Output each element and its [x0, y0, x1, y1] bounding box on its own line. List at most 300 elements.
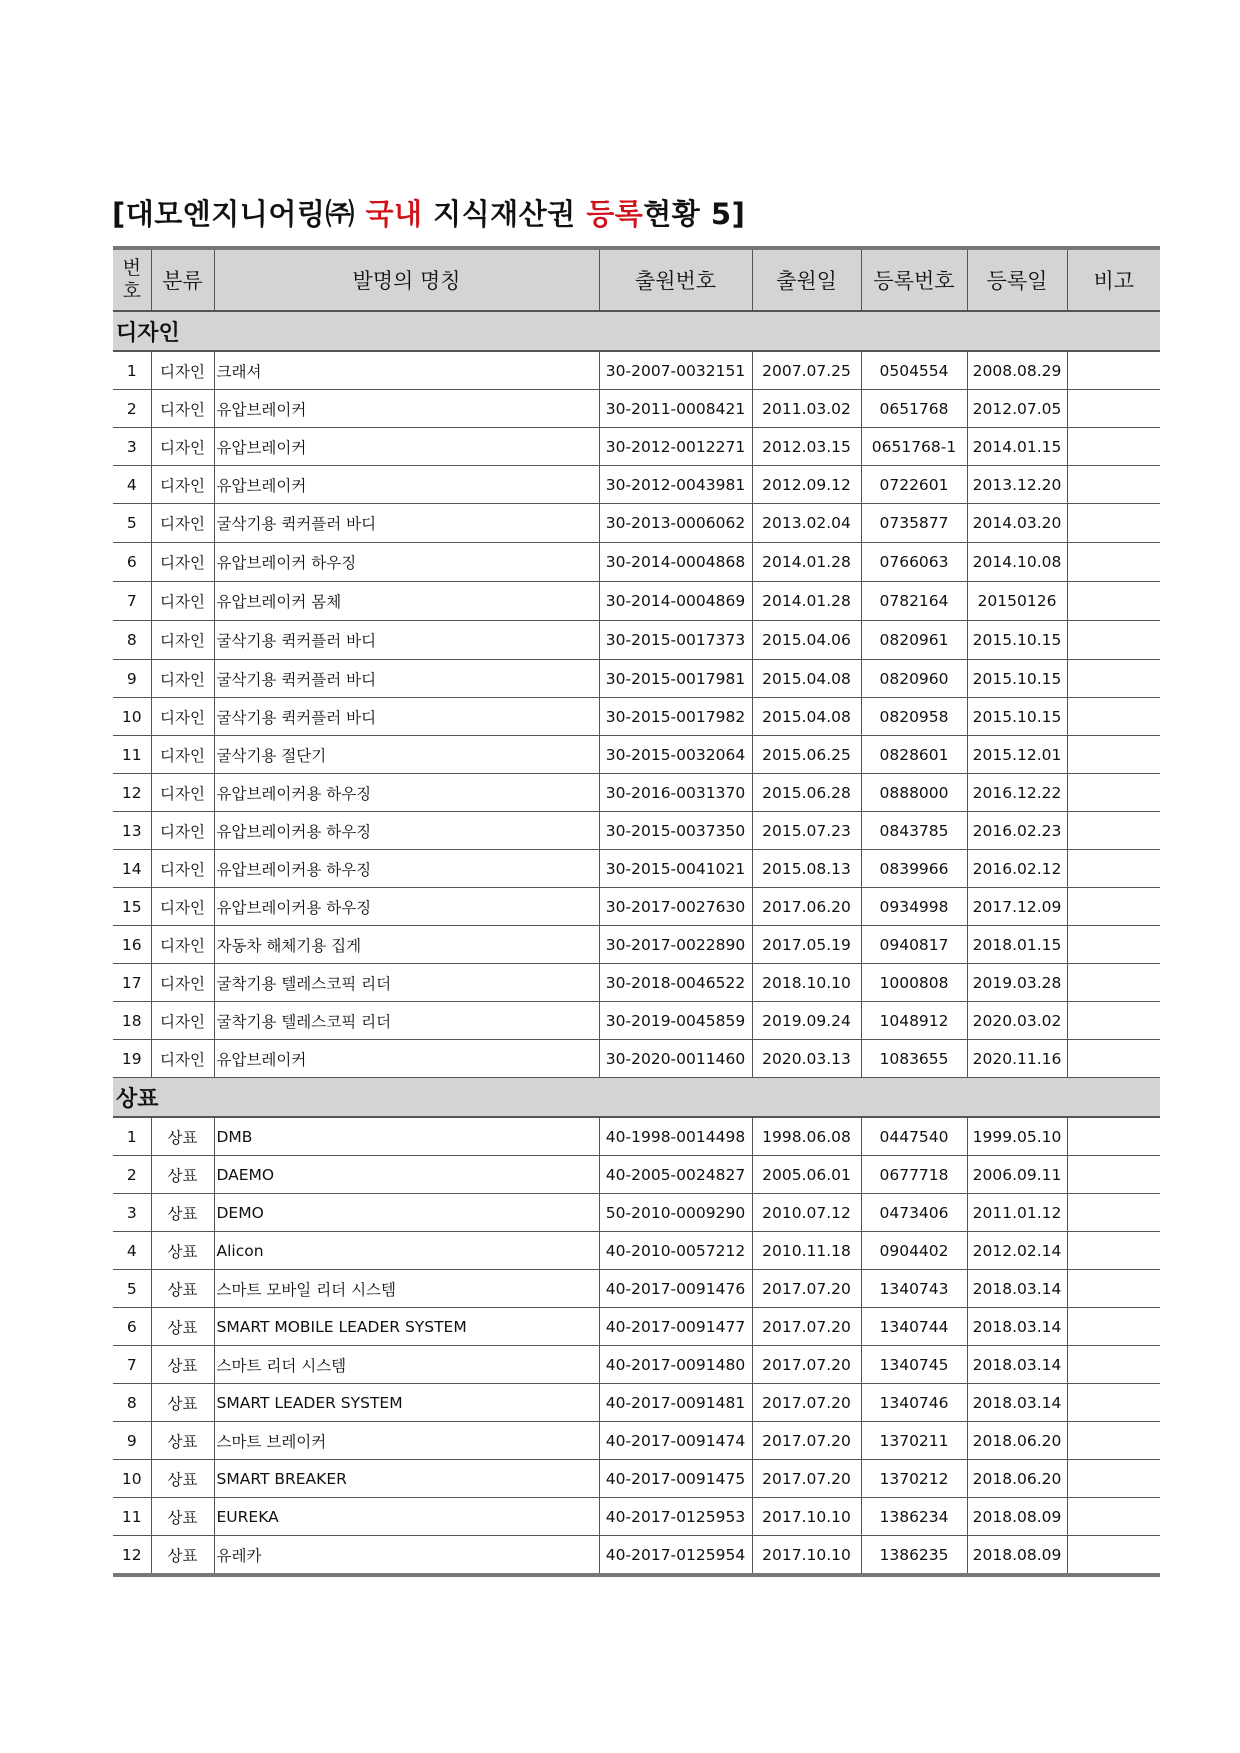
cell-application-number: 40-2017-0091480 — [599, 1346, 752, 1384]
cell-name: 크래셔 — [214, 351, 599, 390]
cell-number: 3 — [113, 428, 151, 466]
cell-note — [1067, 1536, 1160, 1576]
cell-application-date: 2015.07.23 — [752, 812, 861, 850]
cell-category: 상표 — [151, 1346, 214, 1384]
cell-number: 4 — [113, 1232, 151, 1270]
cell-note — [1067, 1308, 1160, 1346]
cell-category: 디자인 — [151, 351, 214, 390]
cell-application-number: 30-2007-0032151 — [599, 351, 752, 390]
cell-application-date: 2015.06.28 — [752, 774, 861, 812]
cell-number: 10 — [113, 698, 151, 736]
cell-application-number: 30-2017-0022890 — [599, 926, 752, 964]
table-row — [113, 926, 1160, 964]
cell-name: 유압브레이커 — [214, 466, 599, 504]
cell-registration-number: 0888000 — [861, 774, 967, 812]
cell-registration-number: 1370211 — [861, 1422, 967, 1460]
cell-number: 2 — [113, 390, 151, 428]
cell-registration-number: 0820960 — [861, 660, 967, 698]
cell-name: 유압브레이커 — [214, 390, 599, 428]
cell-application-date: 2007.07.25 — [752, 351, 861, 390]
cell-category: 디자인 — [151, 850, 214, 888]
cell-registration-date: 2017.12.09 — [967, 888, 1067, 926]
cell-registration-date: 2013.12.20 — [967, 466, 1067, 504]
cell-registration-date: 2018.08.09 — [967, 1498, 1067, 1536]
cell-registration-date: 2020.11.16 — [967, 1040, 1067, 1078]
table-row — [113, 1346, 1160, 1384]
cell-category: 디자인 — [151, 1002, 214, 1040]
cell-application-date: 2014.01.28 — [752, 543, 861, 582]
cell-number: 8 — [113, 1384, 151, 1422]
cell-registration-date: 2015.12.01 — [967, 736, 1067, 774]
table-row — [113, 660, 1160, 698]
cell-application-date: 2017.05.19 — [752, 926, 861, 964]
cell-number: 1 — [113, 351, 151, 390]
cell-application-date: 2005.06.01 — [752, 1156, 861, 1194]
cell-category: 상표 — [151, 1270, 214, 1308]
cell-category: 상표 — [151, 1117, 214, 1156]
cell-category: 상표 — [151, 1422, 214, 1460]
cell-application-date: 2013.02.04 — [752, 504, 861, 543]
cell-category: 상표 — [151, 1460, 214, 1498]
cell-application-date: 2014.01.28 — [752, 582, 861, 621]
cell-name: 굴삭기용 퀵커플러 바디 — [214, 698, 599, 736]
cell-name: SMART BREAKER — [214, 1460, 599, 1498]
cell-name: 스마트 브레이커 — [214, 1422, 599, 1460]
cell-registration-date: 2015.10.15 — [967, 698, 1067, 736]
cell-registration-number: 1340746 — [861, 1384, 967, 1422]
cell-registration-number: 0722601 — [861, 466, 967, 504]
header-number-label: 번호 — [122, 257, 141, 302]
cell-category: 디자인 — [151, 543, 214, 582]
cell-note — [1067, 428, 1160, 466]
cell-number: 7 — [113, 582, 151, 621]
cell-category: 디자인 — [151, 660, 214, 698]
cell-name: 굴착기용 텔레스코픽 리더 — [214, 964, 599, 1002]
cell-number: 5 — [113, 1270, 151, 1308]
cell-registration-number: 0843785 — [861, 812, 967, 850]
title-prefix: [대모엔지니어링㈜ — [112, 197, 366, 231]
table-row — [113, 390, 1160, 428]
table-row — [113, 428, 1160, 466]
page-title — [112, 192, 745, 233]
cell-note — [1067, 812, 1160, 850]
table-row — [113, 1498, 1160, 1536]
cell-category: 디자인 — [151, 964, 214, 1002]
cell-number: 6 — [113, 543, 151, 582]
cell-application-date: 2017.07.20 — [752, 1422, 861, 1460]
cell-name: DAEMO — [214, 1156, 599, 1194]
cell-category: 디자인 — [151, 390, 214, 428]
table-row — [113, 1002, 1160, 1040]
cell-application-date: 2017.10.10 — [752, 1498, 861, 1536]
cell-registration-date: 2019.03.28 — [967, 964, 1067, 1002]
cell-number: 14 — [113, 850, 151, 888]
header-registration-date: 등록일 — [967, 248, 1067, 311]
cell-application-number: 30-2015-0041021 — [599, 850, 752, 888]
cell-name: SMART LEADER SYSTEM — [214, 1384, 599, 1422]
cell-registration-number: 0839966 — [861, 850, 967, 888]
cell-registration-date: 2014.01.15 — [967, 428, 1067, 466]
cell-category: 디자인 — [151, 926, 214, 964]
cell-application-number: 40-2005-0024827 — [599, 1156, 752, 1194]
cell-application-number: 40-2017-0125953 — [599, 1498, 752, 1536]
cell-registration-date: 2014.10.08 — [967, 543, 1067, 582]
cell-category: 디자인 — [151, 812, 214, 850]
cell-note — [1067, 351, 1160, 390]
cell-registration-number: 0504554 — [861, 351, 967, 390]
cell-registration-date: 2018.08.09 — [967, 1536, 1067, 1576]
cell-registration-number: 1083655 — [861, 1040, 967, 1078]
cell-registration-date: 2006.09.11 — [967, 1156, 1067, 1194]
header-name: 발명의 명칭 — [214, 248, 599, 311]
cell-number: 6 — [113, 1308, 151, 1346]
cell-category: 디자인 — [151, 621, 214, 660]
cell-application-date: 2019.09.24 — [752, 1002, 861, 1040]
cell-application-number: 40-2017-0091477 — [599, 1308, 752, 1346]
cell-application-date: 2015.04.08 — [752, 660, 861, 698]
table-row — [113, 1194, 1160, 1232]
cell-registration-date: 2018.01.15 — [967, 926, 1067, 964]
cell-registration-date: 2018.06.20 — [967, 1460, 1067, 1498]
cell-application-number: 40-2017-0091474 — [599, 1422, 752, 1460]
cell-application-date: 1998.06.08 — [752, 1117, 861, 1156]
table-row — [113, 850, 1160, 888]
section-header-row — [113, 311, 1160, 351]
cell-category: 디자인 — [151, 582, 214, 621]
cell-category: 디자인 — [151, 428, 214, 466]
cell-registration-date: 2008.08.29 — [967, 351, 1067, 390]
table-row — [113, 582, 1160, 621]
cell-registration-date: 2015.10.15 — [967, 621, 1067, 660]
cell-number: 7 — [113, 1346, 151, 1384]
cell-registration-date: 2012.07.05 — [967, 390, 1067, 428]
cell-number: 17 — [113, 964, 151, 1002]
cell-name: SMART MOBILE LEADER SYSTEM — [214, 1308, 599, 1346]
section-label: 상표 — [113, 1078, 1160, 1118]
cell-number: 10 — [113, 1460, 151, 1498]
cell-name: 유압브레이커용 하우징 — [214, 774, 599, 812]
cell-application-number: 30-2011-0008421 — [599, 390, 752, 428]
cell-application-number: 40-1998-0014498 — [599, 1117, 752, 1156]
cell-registration-date: 2015.10.15 — [967, 660, 1067, 698]
cell-application-date: 2010.07.12 — [752, 1194, 861, 1232]
cell-note — [1067, 1002, 1160, 1040]
cell-registration-number: 0473406 — [861, 1194, 967, 1232]
cell-application-date: 2012.09.12 — [752, 466, 861, 504]
cell-registration-date: 2016.02.23 — [967, 812, 1067, 850]
table-row — [113, 1232, 1160, 1270]
cell-name: 유압브레이커용 하우징 — [214, 850, 599, 888]
cell-number: 1 — [113, 1117, 151, 1156]
cell-category: 디자인 — [151, 774, 214, 812]
cell-name: 스마트 리더 시스템 — [214, 1346, 599, 1384]
cell-registration-date: 2012.02.14 — [967, 1232, 1067, 1270]
cell-registration-date: 2018.06.20 — [967, 1422, 1067, 1460]
cell-registration-number: 0651768-1 — [861, 428, 967, 466]
table-row — [113, 1270, 1160, 1308]
cell-category: 상표 — [151, 1498, 214, 1536]
cell-number: 18 — [113, 1002, 151, 1040]
cell-name: 굴삭기용 절단기 — [214, 736, 599, 774]
table-row — [113, 351, 1160, 390]
cell-number: 11 — [113, 1498, 151, 1536]
cell-registration-number: 1386235 — [861, 1536, 967, 1576]
table-header-row — [113, 248, 1160, 311]
cell-category: 상표 — [151, 1194, 214, 1232]
cell-name: 유압브레이커 — [214, 428, 599, 466]
cell-application-date: 2015.04.06 — [752, 621, 861, 660]
table-row — [113, 1460, 1160, 1498]
cell-application-date: 2015.04.08 — [752, 698, 861, 736]
cell-category: 디자인 — [151, 736, 214, 774]
cell-note — [1067, 888, 1160, 926]
cell-registration-date: 2014.03.20 — [967, 504, 1067, 543]
cell-category: 디자인 — [151, 466, 214, 504]
cell-number: 15 — [113, 888, 151, 926]
table-row — [113, 736, 1160, 774]
cell-registration-number: 0677718 — [861, 1156, 967, 1194]
table-row — [113, 1040, 1160, 1078]
cell-number: 9 — [113, 1422, 151, 1460]
cell-category: 디자인 — [151, 888, 214, 926]
cell-registration-date: 20150126 — [967, 582, 1067, 621]
table-row — [113, 621, 1160, 660]
cell-name: 유압브레이커 몸체 — [214, 582, 599, 621]
cell-note — [1067, 1040, 1160, 1078]
cell-note — [1067, 1156, 1160, 1194]
section-label: 디자인 — [113, 311, 1160, 351]
cell-application-number: 40-2010-0057212 — [599, 1232, 752, 1270]
header-registration-number: 등록번호 — [861, 248, 967, 311]
cell-name: 유압브레이커 — [214, 1040, 599, 1078]
cell-application-date: 2017.07.20 — [752, 1346, 861, 1384]
cell-category: 상표 — [151, 1308, 214, 1346]
cell-registration-number: 0735877 — [861, 504, 967, 543]
header-category: 분류 — [151, 248, 214, 311]
cell-registration-number: 0820958 — [861, 698, 967, 736]
cell-application-number: 30-2015-0037350 — [599, 812, 752, 850]
cell-note — [1067, 466, 1160, 504]
cell-application-number: 30-2012-0043981 — [599, 466, 752, 504]
table-row — [113, 774, 1160, 812]
cell-note — [1067, 964, 1160, 1002]
cell-note — [1067, 504, 1160, 543]
cell-registration-number: 1340744 — [861, 1308, 967, 1346]
table-row — [113, 1422, 1160, 1460]
cell-application-number: 30-2015-0017982 — [599, 698, 752, 736]
cell-number: 4 — [113, 466, 151, 504]
cell-note — [1067, 774, 1160, 812]
cell-registration-number: 0940817 — [861, 926, 967, 964]
cell-registration-date: 2018.03.14 — [967, 1346, 1067, 1384]
cell-name: 유압브레이커용 하우징 — [214, 812, 599, 850]
cell-number: 2 — [113, 1156, 151, 1194]
cell-note — [1067, 1117, 1160, 1156]
cell-application-date: 2017.07.20 — [752, 1270, 861, 1308]
cell-application-date: 2015.06.25 — [752, 736, 861, 774]
cell-note — [1067, 543, 1160, 582]
cell-number: 11 — [113, 736, 151, 774]
cell-registration-date: 2018.03.14 — [967, 1270, 1067, 1308]
cell-application-date: 2012.03.15 — [752, 428, 861, 466]
cell-application-number: 30-2015-0017981 — [599, 660, 752, 698]
title-middle: 지식재산권 — [422, 197, 587, 231]
header-application-date: 출원일 — [752, 248, 861, 311]
header-number — [113, 248, 151, 311]
cell-name: 굴삭기용 퀵커플러 바디 — [214, 504, 599, 543]
cell-application-date: 2020.03.13 — [752, 1040, 861, 1078]
cell-note — [1067, 1498, 1160, 1536]
cell-number: 19 — [113, 1040, 151, 1078]
cell-note — [1067, 621, 1160, 660]
cell-name: 굴삭기용 퀵커플러 바디 — [214, 660, 599, 698]
cell-registration-number: 0766063 — [861, 543, 967, 582]
cell-application-number: 30-2014-0004868 — [599, 543, 752, 582]
table-row — [113, 504, 1160, 543]
cell-registration-number: 1048912 — [861, 1002, 967, 1040]
cell-registration-number: 0651768 — [861, 390, 967, 428]
cell-application-date: 2010.11.18 — [752, 1232, 861, 1270]
cell-application-date: 2017.07.20 — [752, 1384, 861, 1422]
cell-application-number: 50-2010-0009290 — [599, 1194, 752, 1232]
cell-category: 상표 — [151, 1384, 214, 1422]
cell-note — [1067, 1422, 1160, 1460]
cell-registration-date: 2020.03.02 — [967, 1002, 1067, 1040]
cell-registration-number: 1370212 — [861, 1460, 967, 1498]
cell-category: 상표 — [151, 1156, 214, 1194]
ip-registration-table — [113, 246, 1160, 1577]
cell-application-date: 2017.06.20 — [752, 888, 861, 926]
cell-registration-date: 2018.03.14 — [967, 1308, 1067, 1346]
cell-category: 디자인 — [151, 698, 214, 736]
table-row — [113, 812, 1160, 850]
table-row — [113, 1117, 1160, 1156]
cell-note — [1067, 736, 1160, 774]
cell-application-date: 2015.08.13 — [752, 850, 861, 888]
cell-note — [1067, 1384, 1160, 1422]
cell-application-number: 30-2015-0032064 — [599, 736, 752, 774]
cell-name: 유압브레이커 하우징 — [214, 543, 599, 582]
cell-application-number: 30-2016-0031370 — [599, 774, 752, 812]
header-note: 비고 — [1067, 248, 1160, 311]
table-row — [113, 1536, 1160, 1576]
cell-application-number: 30-2012-0012271 — [599, 428, 752, 466]
cell-registration-number: 0447540 — [861, 1117, 967, 1156]
cell-name: DMB — [214, 1117, 599, 1156]
cell-note — [1067, 1232, 1160, 1270]
cell-application-number: 40-2017-0125954 — [599, 1536, 752, 1576]
cell-application-number: 40-2017-0091476 — [599, 1270, 752, 1308]
cell-registration-number: 0820961 — [861, 621, 967, 660]
title-registration: 등록 — [586, 197, 644, 231]
cell-category: 디자인 — [151, 1040, 214, 1078]
cell-note — [1067, 1346, 1160, 1384]
table-row — [113, 1384, 1160, 1422]
cell-note — [1067, 926, 1160, 964]
table-row — [113, 1308, 1160, 1346]
cell-application-number: 30-2014-0004869 — [599, 582, 752, 621]
cell-registration-number: 1340743 — [861, 1270, 967, 1308]
cell-note — [1067, 390, 1160, 428]
cell-application-number: 30-2013-0006062 — [599, 504, 752, 543]
cell-name: 스마트 모바일 리더 시스템 — [214, 1270, 599, 1308]
table-row — [113, 698, 1160, 736]
table-row — [113, 466, 1160, 504]
cell-application-number: 30-2018-0046522 — [599, 964, 752, 1002]
table-row — [113, 1156, 1160, 1194]
cell-application-number: 30-2019-0045859 — [599, 1002, 752, 1040]
cell-name: 굴착기용 텔레스코픽 리더 — [214, 1002, 599, 1040]
cell-number: 5 — [113, 504, 151, 543]
cell-application-number: 30-2020-0011460 — [599, 1040, 752, 1078]
cell-category: 상표 — [151, 1536, 214, 1576]
cell-registration-date: 2011.01.12 — [967, 1194, 1067, 1232]
cell-registration-number: 0904402 — [861, 1232, 967, 1270]
cell-name: Alicon — [214, 1232, 599, 1270]
cell-application-date: 2018.10.10 — [752, 964, 861, 1002]
header-application-number: 출원번호 — [599, 248, 752, 311]
section-header-row — [113, 1078, 1160, 1118]
cell-registration-number: 1386234 — [861, 1498, 967, 1536]
cell-registration-number: 0934998 — [861, 888, 967, 926]
cell-number: 12 — [113, 1536, 151, 1576]
cell-note — [1067, 698, 1160, 736]
cell-number: 13 — [113, 812, 151, 850]
cell-registration-date: 1999.05.10 — [967, 1117, 1067, 1156]
cell-application-number: 40-2017-0091475 — [599, 1460, 752, 1498]
cell-application-number: 40-2017-0091481 — [599, 1384, 752, 1422]
cell-registration-number: 1000808 — [861, 964, 967, 1002]
table-row — [113, 543, 1160, 582]
cell-registration-number: 0782164 — [861, 582, 967, 621]
cell-application-date: 2017.07.20 — [752, 1460, 861, 1498]
cell-number: 16 — [113, 926, 151, 964]
cell-number: 12 — [113, 774, 151, 812]
cell-note — [1067, 1460, 1160, 1498]
cell-name: DEMO — [214, 1194, 599, 1232]
cell-category: 상표 — [151, 1232, 214, 1270]
cell-registration-number: 1340745 — [861, 1346, 967, 1384]
cell-application-number: 30-2015-0017373 — [599, 621, 752, 660]
table-body — [113, 311, 1160, 1575]
cell-application-date: 2017.07.20 — [752, 1308, 861, 1346]
cell-application-number: 30-2017-0027630 — [599, 888, 752, 926]
cell-name: EUREKA — [214, 1498, 599, 1536]
cell-name: 굴삭기용 퀵커플러 바디 — [214, 621, 599, 660]
cell-application-date: 2017.10.10 — [752, 1536, 861, 1576]
cell-application-date: 2011.03.02 — [752, 390, 861, 428]
cell-name: 유레카 — [214, 1536, 599, 1576]
cell-name: 유압브레이커용 하우징 — [214, 888, 599, 926]
cell-registration-date: 2016.12.22 — [967, 774, 1067, 812]
cell-name: 자동차 해체기용 집게 — [214, 926, 599, 964]
cell-registration-date: 2016.02.12 — [967, 850, 1067, 888]
title-suffix: 현황 5] — [643, 197, 746, 231]
cell-note — [1067, 582, 1160, 621]
cell-registration-date: 2018.03.14 — [967, 1384, 1067, 1422]
cell-note — [1067, 850, 1160, 888]
table-row — [113, 888, 1160, 926]
title-domestic: 국내 — [365, 197, 423, 231]
cell-number: 3 — [113, 1194, 151, 1232]
cell-note — [1067, 1194, 1160, 1232]
table-row — [113, 964, 1160, 1002]
cell-note — [1067, 660, 1160, 698]
cell-category: 디자인 — [151, 504, 214, 543]
cell-note — [1067, 1270, 1160, 1308]
cell-number: 9 — [113, 660, 151, 698]
cell-registration-number: 0828601 — [861, 736, 967, 774]
